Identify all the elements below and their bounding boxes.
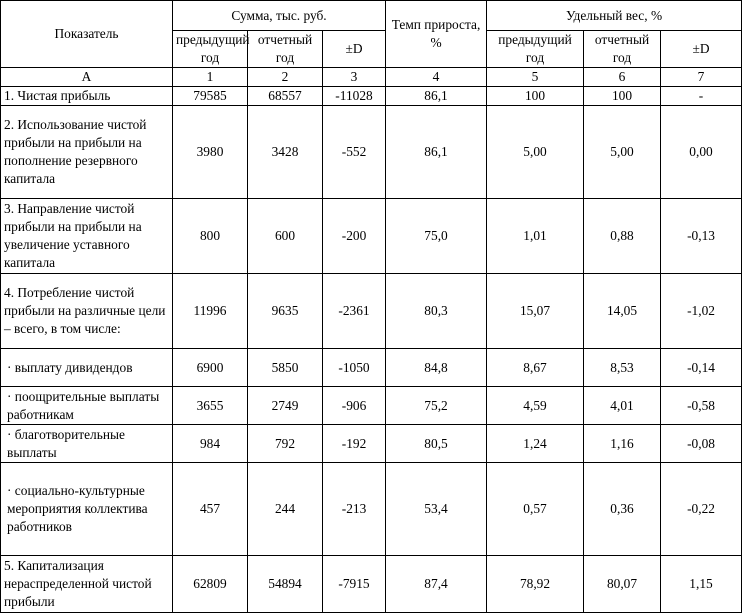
cell-share-prev: 5,00 [487, 106, 584, 199]
cell-share-report: 0,36 [584, 463, 661, 556]
cell-share-prev: 4,59 [487, 387, 584, 425]
cell-sum-delta: -2361 [323, 274, 386, 349]
col-number: 3 [323, 68, 386, 87]
table-row [1, 274, 742, 349]
cell-sum-report: 54894 [248, 556, 323, 613]
cell-growth: 75,2 [386, 387, 487, 425]
table-row [1, 387, 742, 425]
cell-share-delta: -0,14 [661, 349, 742, 387]
header-row-1 [1, 1, 742, 31]
cell-share-delta: -0,08 [661, 425, 742, 463]
table-row [1, 106, 742, 199]
row-label: 3. Направление чистой прибыли на прибыли на увеличение уставного капитала [1, 199, 173, 274]
cell-sum-delta: -552 [323, 106, 386, 199]
cell-share-delta: 0,00 [661, 106, 742, 199]
cell-share-report: 5,00 [584, 106, 661, 199]
cell-share-delta: 1,15 [661, 556, 742, 613]
cell-sum-prev: 984 [173, 425, 248, 463]
cell-sum-report: 68557 [248, 87, 323, 106]
col-number: 1 [173, 68, 248, 87]
header-sum-report-year: отчетный год [248, 31, 323, 68]
cell-share-delta: - [661, 87, 742, 106]
row-label: · благотворительные выплаты [1, 425, 173, 463]
header-share-delta: ±D [661, 31, 742, 68]
cell-sum-prev: 800 [173, 199, 248, 274]
cell-sum-prev: 3980 [173, 106, 248, 199]
cell-growth: 86,1 [386, 106, 487, 199]
col-number: 2 [248, 68, 323, 87]
table-row [1, 349, 742, 387]
cell-share-report: 1,16 [584, 425, 661, 463]
table-row [1, 425, 742, 463]
cell-growth: 87,4 [386, 556, 487, 613]
col-number: 4 [386, 68, 487, 87]
header-share-group: Удельный вес, % [487, 1, 742, 31]
header-sum-group: Сумма, тыс. руб. [173, 1, 386, 31]
cell-sum-prev: 6900 [173, 349, 248, 387]
row-label: · социально-культурные мероприятия коллектива работников [1, 463, 173, 556]
cell-share-prev: 78,92 [487, 556, 584, 613]
cell-sum-prev: 457 [173, 463, 248, 556]
cell-growth: 80,5 [386, 425, 487, 463]
cell-sum-delta: -200 [323, 199, 386, 274]
cell-growth: 80,3 [386, 274, 487, 349]
col-number: 5 [487, 68, 584, 87]
table-row [1, 199, 742, 274]
cell-share-prev: 1,24 [487, 425, 584, 463]
cell-sum-prev: 79585 [173, 87, 248, 106]
cell-sum-report: 600 [248, 199, 323, 274]
cell-share-delta: -0,22 [661, 463, 742, 556]
cell-growth: 53,4 [386, 463, 487, 556]
cell-sum-delta: -192 [323, 425, 386, 463]
cell-growth: 75,0 [386, 199, 487, 274]
cell-sum-report: 2749 [248, 387, 323, 425]
cell-share-report: 80,07 [584, 556, 661, 613]
row-label: 5. Капитализация нераспределенной чистой прибыли [1, 556, 173, 613]
cell-sum-delta: -1050 [323, 349, 386, 387]
cell-sum-delta: -906 [323, 387, 386, 425]
cell-sum-report: 5850 [248, 349, 323, 387]
cell-share-delta: -1,02 [661, 274, 742, 349]
cell-share-report: 8,53 [584, 349, 661, 387]
cell-share-report: 100 [584, 87, 661, 106]
cell-sum-prev: 62809 [173, 556, 248, 613]
row-label: 2. Использование чистой прибыли на прибыли на пополнение резервного капитала [1, 106, 173, 199]
cell-sum-delta: -11028 [323, 87, 386, 106]
cell-sum-delta: -213 [323, 463, 386, 556]
header-share-prev-year: предыдущий год [487, 31, 584, 68]
cell-growth: 84,8 [386, 349, 487, 387]
table-row [1, 556, 742, 613]
table-row [1, 463, 742, 556]
column-number-row [1, 68, 742, 87]
cell-sum-prev: 3655 [173, 387, 248, 425]
cell-share-delta: -0,58 [661, 387, 742, 425]
col-number: А [1, 68, 173, 87]
cell-share-prev: 0,57 [487, 463, 584, 556]
cell-share-report: 4,01 [584, 387, 661, 425]
col-number: 6 [584, 68, 661, 87]
cell-share-delta: -0,13 [661, 199, 742, 274]
cell-share-report: 14,05 [584, 274, 661, 349]
cell-sum-prev: 11996 [173, 274, 248, 349]
cell-share-prev: 8,67 [487, 349, 584, 387]
header-growth: Темп прироста, % [386, 1, 487, 68]
cell-sum-report: 244 [248, 463, 323, 556]
header-sum-delta: ±D [323, 31, 386, 68]
row-label: 4. Потребление чистой прибыли на различные цели – всего, в том числе: [1, 274, 173, 349]
row-label: · выплату дивидендов [1, 349, 173, 387]
header-sum-prev-year: предыдущий год [173, 31, 248, 68]
cell-share-prev: 15,07 [487, 274, 584, 349]
cell-growth: 86,1 [386, 87, 487, 106]
table-row [1, 87, 742, 106]
cell-share-report: 0,88 [584, 199, 661, 274]
cell-share-prev: 1,01 [487, 199, 584, 274]
cell-sum-delta: -7915 [323, 556, 386, 613]
row-label: · поощрительные выплаты работникам [1, 387, 173, 425]
col-number: 7 [661, 68, 742, 87]
header-indicator: Показатель [1, 1, 173, 68]
header-share-report-year: отчетный год [584, 31, 661, 68]
cell-share-prev: 100 [487, 87, 584, 106]
cell-sum-report: 792 [248, 425, 323, 463]
cell-sum-report: 3428 [248, 106, 323, 199]
row-label: 1. Чистая прибыль [1, 87, 173, 106]
cell-sum-report: 9635 [248, 274, 323, 349]
